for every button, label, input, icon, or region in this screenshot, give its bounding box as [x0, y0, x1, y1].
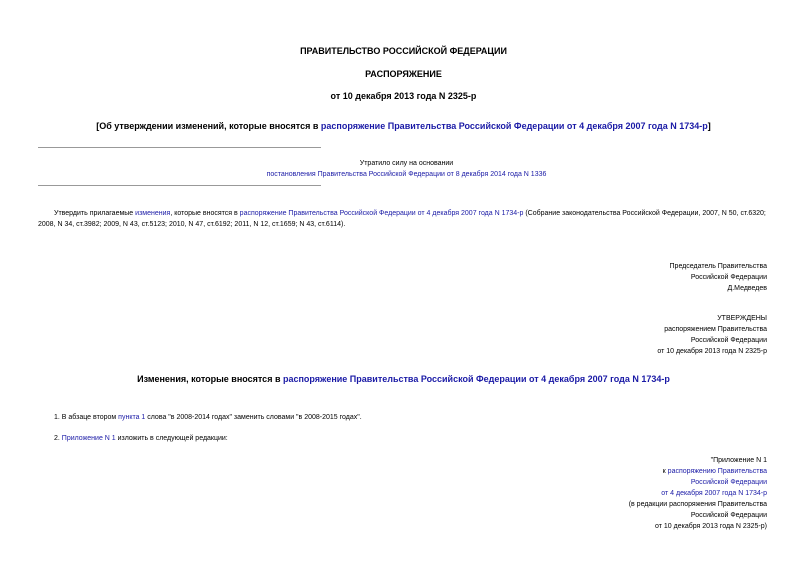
item2-text-b: изложить в следующей редакции:: [115, 435, 228, 442]
appendix-block: [629, 455, 767, 532]
item1-text-b: слова "в 2008-2014 годах" заменить словами "в 2008-2015 годах".: [145, 414, 362, 421]
approved-line-1: УТВЕРЖДЕНЫ: [717, 315, 767, 322]
document-date-number: от 10 декабря 2013 года N 2325-р: [330, 91, 477, 101]
p1-text-a: Утвердить прилагаемые: [54, 210, 136, 217]
document-type: РАСПОРЯЖЕНИЕ: [365, 69, 442, 79]
changes-title-link[interactable]: распоряжение Правительства Российской Федерации от 4 декабря 2007 года N 1734-р: [282, 374, 670, 384]
item1-link[interactable]: пункта 1: [118, 414, 146, 421]
changes-title: [0, 374, 807, 384]
signature-line-2: Российской Федерации: [690, 274, 767, 281]
document-title: [0, 121, 807, 131]
approved-line-3: Российской Федерации: [690, 337, 767, 344]
item2-text-a: 2.: [54, 435, 62, 442]
approved-line-4: от 10 декабря 2013 года N 2325-р: [657, 348, 767, 355]
government-heading: ПРАВИТЕЛЬСТВО РОССИЙСКОЙ ФЕДЕРАЦИИ: [300, 46, 507, 56]
signature-block: [670, 261, 767, 294]
p1-order-link[interactable]: распоряжение Правительства Российской Федерации от 4 декабря 2007 года N 1734-р: [239, 210, 524, 217]
divider-bottom: [38, 185, 321, 186]
appendix-line-3[interactable]: Российской Федерации: [690, 479, 767, 486]
appendix-line-1: "Приложение N 1: [710, 457, 767, 464]
divider-top: [38, 147, 321, 148]
appendix-line-4[interactable]: от 4 декабря 2007 года N 1734-р: [661, 490, 767, 497]
item1-text-a: 1. В абзаце втором: [54, 414, 119, 421]
appendix-line-6: Российской Федерации: [690, 512, 767, 519]
notice-link-wrap: [38, 171, 775, 178]
notice-link[interactable]: постановления Правительства Российской Федерации от 8 декабря 2014 года N 1336: [266, 171, 547, 178]
changes-title-prefix: Изменения, которые вносятся в: [137, 374, 283, 384]
appendix-line-7: от 10 декабря 2013 года N 2325-р): [655, 523, 767, 530]
change-item-2: [54, 435, 228, 442]
appendix-line-2-prefix: к: [662, 468, 668, 475]
p1-text-b: , которые вносятся в: [170, 210, 240, 217]
change-item-1: [54, 414, 362, 421]
signature-name: Д.Медведев: [727, 285, 767, 292]
approved-block: [657, 313, 767, 357]
title-prefix: [Об утверждении изменений, которые вносятся в: [96, 121, 321, 131]
appendix-line-2: [629, 466, 767, 477]
approved-line-2: распоряжением Правительства: [664, 326, 767, 333]
signature-line-1: Председатель Правительства: [669, 263, 767, 270]
title-suffix: ]: [707, 121, 711, 131]
item2-link[interactable]: Приложение N 1: [61, 435, 116, 442]
notice-line: Утратило силу на основании: [359, 160, 454, 167]
p1-changes-link[interactable]: изменения: [135, 210, 171, 217]
appendix-order-link[interactable]: распоряжению Правительства: [667, 468, 767, 475]
appendix-line-5: (в редакции распоряжения Правительства: [628, 501, 767, 508]
p1-text-c: (Собрание законодательства Российской Федерации, 2007, N 50, ст.6320; 2008, N 34, ст.3982; 2009, N 43, ст.5123; 2010, N 47, ст.6192; 2011, N 12, ст.1659; N 43, ст.6114).: [38, 210, 766, 228]
body-paragraph: [38, 208, 773, 230]
title-link[interactable]: распоряжение Правительства Российской Федерации от 4 декабря 2007 года N 1734-р: [320, 121, 708, 131]
